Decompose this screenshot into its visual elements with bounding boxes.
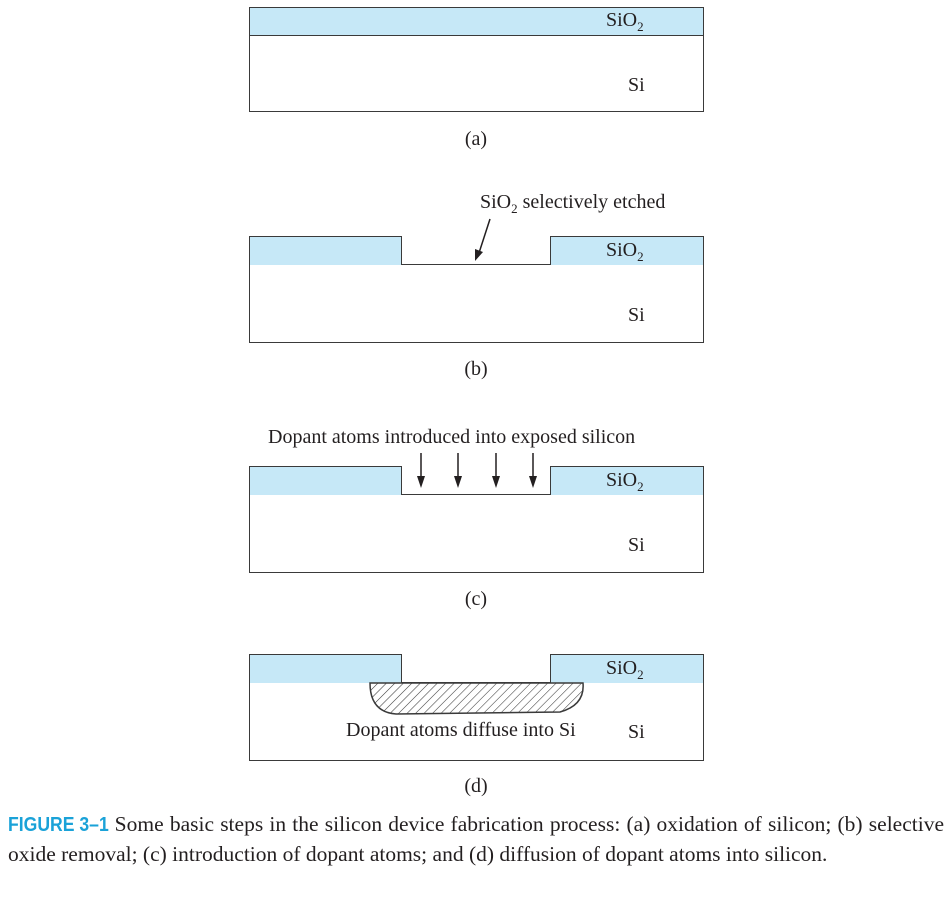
dopant-annotation: Dopant atoms introduced into exposed silicon (268, 426, 636, 448)
oxide-label: SiO$_2$ (606, 469, 644, 494)
panel-label: (a) (464, 128, 488, 150)
oxide-label: SiO$_2$ (606, 239, 644, 264)
substrate-label: Si (628, 304, 645, 326)
panel-label: (d) (464, 775, 488, 797)
panel-label: (b) (464, 358, 488, 380)
diffusion-annotation: Dopant atoms diffuse into Si (346, 719, 576, 741)
substrate-label: Si (628, 721, 645, 743)
substrate-label: Si (628, 74, 645, 96)
caption-text: Some basic steps in the silicon device fabrication process: (a) oxidation of silicon; (b) selective oxide removal; (c) introduction of dopant atoms; and (d) diffusion of dopant atoms into silicon. (8, 812, 944, 866)
oxide-label: SiO$_2$ (606, 657, 644, 682)
figure-number: FIGURE 3–1 (8, 814, 109, 836)
etch-annotation: SiO$_2$ selectively etched (480, 191, 666, 216)
panel-label: (c) (464, 588, 488, 610)
figure-caption (8, 810, 944, 869)
substrate-label: Si (628, 534, 645, 556)
oxide-label: SiO$_2$ (606, 9, 644, 34)
